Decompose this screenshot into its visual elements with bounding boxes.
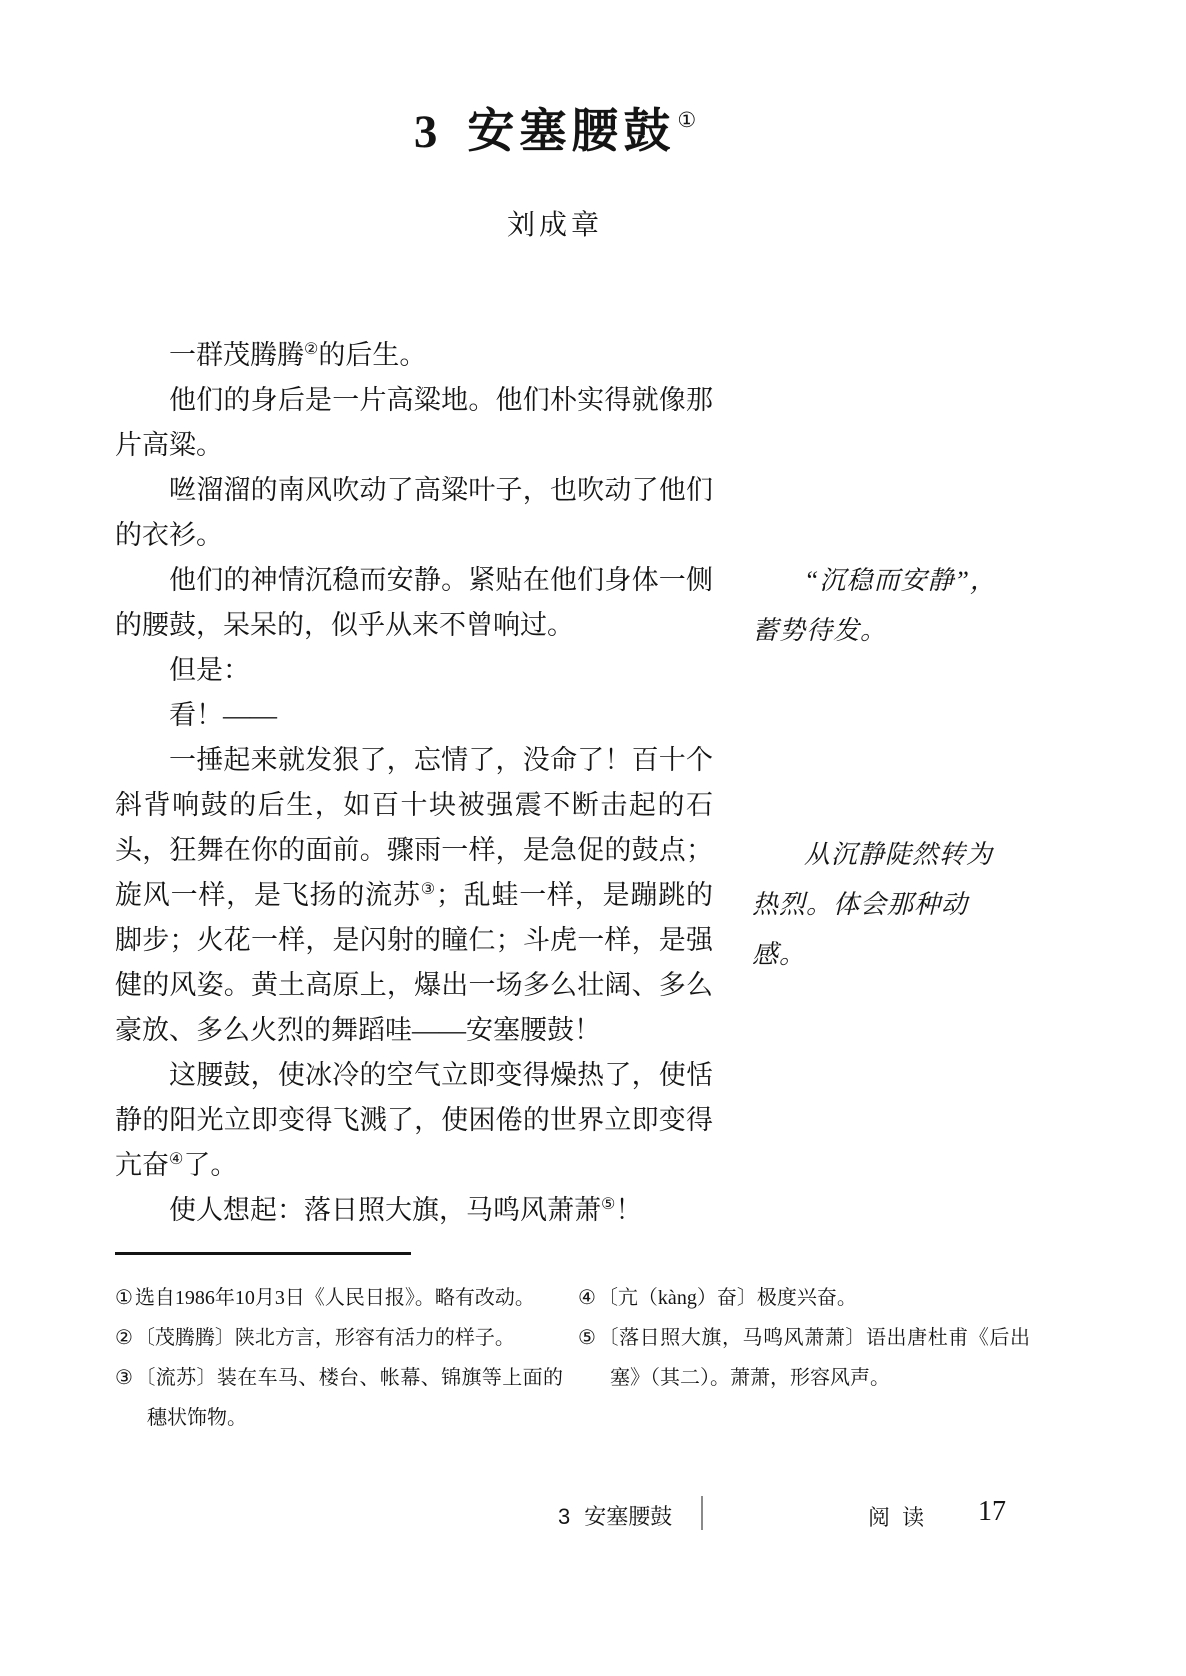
footnote-ref-2: ② (304, 341, 319, 358)
footnote-marker: ② (115, 1327, 133, 1349)
footnote-divider (115, 1252, 411, 1255)
footnote-ref-4: ④ (169, 1151, 184, 1168)
footnote-text: 选自1986年10月3日《人民日报》。略有改动。 (134, 1287, 535, 1309)
footnote-ref-5: ⑤ (601, 1196, 616, 1213)
author-name: 刘成章 (506, 210, 603, 241)
paragraph-text: 咝溜溜的南风吹动了高粱叶子，也吹动了他们的衣衫。 (115, 475, 713, 550)
paragraph-6 (115, 693, 713, 738)
footnote-marker: ① (115, 1287, 133, 1309)
lesson-header (0, 94, 1110, 161)
paragraph-3 (115, 468, 713, 558)
footnote-text: 〔落日照大旗，马鸣风萧萧〕语出唐杜甫《后出塞》（其二）。萧萧，形容风声。 (598, 1327, 1031, 1389)
paragraph-text: 一捶起来就发狠了，忘情了，没命了！百十个斜背响鼓的后生，如百十块被强震不断击起的石头，狂舞在你的面前。骤雨一样，是急促的鼓点；旋风一样，是飞扬的流苏 (115, 745, 713, 910)
footnote-4 (578, 1278, 1030, 1318)
footnote-1 (115, 1278, 563, 1318)
footer-lesson-number: 3 (558, 1504, 571, 1529)
paragraph-4 (115, 558, 713, 648)
paragraph-9 (115, 1188, 713, 1233)
margin-note-line: 蓄势待发。 (752, 616, 888, 645)
paragraph-text: 使人想起：落日照大旗，马鸣风萧萧 (169, 1195, 601, 1225)
paragraph-text: 但是： (169, 655, 250, 685)
paragraph-text: 一群茂腾腾 (169, 340, 304, 370)
paragraph-text: 这腰鼓，使冰冷的空气立即变得燥热了，使恬静的阳光立即变得飞溅了，使困倦的世界立即变得亢奋 (115, 1060, 713, 1180)
footer-section-label: 阅读 (868, 1505, 937, 1530)
title-footnote-ref: ① (677, 108, 697, 132)
margin-note-1 (752, 556, 1020, 656)
footnote-column-right (578, 1278, 1030, 1398)
footnote-text: 〔流苏〕装在车马、楼台、帐幕、锦旗等上面的穗状饰物。 (135, 1367, 564, 1429)
paragraph-text: 看！—— (169, 700, 277, 730)
paragraph-5 (115, 648, 713, 693)
footnote-3 (115, 1358, 563, 1438)
footnote-text: 〔茂腾腾〕陕北方言，形容有活力的样子。 (134, 1327, 515, 1349)
lesson-title-text: 安塞腰鼓 (467, 106, 676, 158)
footnote-marker: ④ (578, 1287, 596, 1309)
footnote-ref-3: ③ (420, 881, 436, 898)
footer-lesson-title: 安塞腰鼓 (584, 1504, 673, 1529)
paragraph-8 (115, 1053, 713, 1188)
footer-lesson (558, 1500, 672, 1531)
paragraph-text: 他们的身后是一片高粱地。他们朴实得就像那片高粱。 (115, 385, 713, 460)
page-number: 17 (978, 1496, 1006, 1527)
margin-note-line: 从沉静陡然转为 (804, 840, 994, 869)
margin-note-line: 热烈。体会那种动感。 (752, 890, 969, 969)
paragraph-1 (115, 333, 713, 378)
paragraph-text: ；乱蛙一样，是蹦跳的脚步；火花一样，是闪射的瞳仁；斗虎一样，是强健的风姿。黄土高原上，爆出一场多么壮阔、多么豪放、多么火烈的舞蹈哇——安塞腰鼓！ (115, 880, 714, 1045)
paragraph-text: 的后生。 (318, 340, 427, 370)
paragraph-7 (115, 738, 713, 1053)
footnote-column-left (115, 1278, 563, 1438)
page-title (0, 94, 1110, 161)
paragraph-text: 了。 (183, 1150, 238, 1180)
footnote-marker: ③ (115, 1367, 134, 1389)
footnote-2 (115, 1318, 563, 1358)
margin-note-2 (752, 830, 1020, 980)
paragraph-text: ！ (615, 1195, 643, 1225)
main-text (115, 333, 713, 1233)
lesson-number: 3 (413, 106, 438, 158)
page-footer (0, 1496, 1186, 1536)
paragraph-2 (115, 378, 713, 468)
footnote-text: 〔亢（kàng）奋〕极度兴奋。 (597, 1287, 857, 1309)
footnote-5 (578, 1318, 1030, 1398)
footnote-marker: ⑤ (578, 1327, 597, 1349)
footer-divider (701, 1496, 703, 1530)
margin-note-line: “沉稳而安静”， (804, 566, 997, 595)
paragraph-text: 他们的神情沉稳而安静。紧贴在他们身体一侧的腰鼓，呆呆的，似乎从来不曾响过。 (115, 565, 713, 640)
